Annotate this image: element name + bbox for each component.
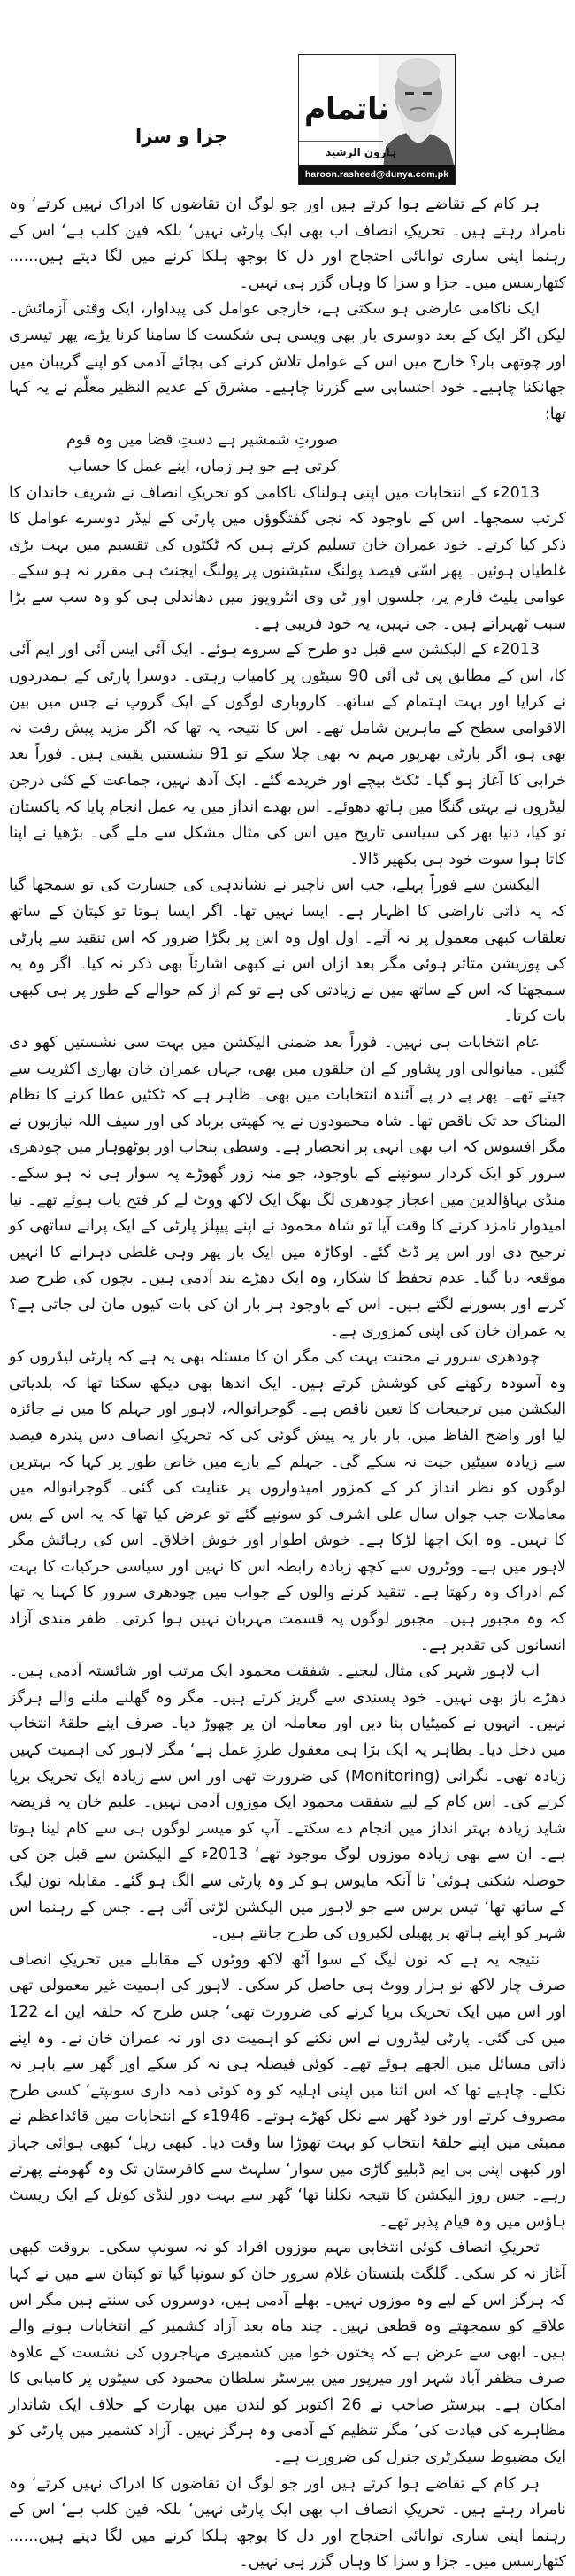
article-paragraph-closing: ہر کام کے تقاضے ہوا کرتے ہیں اور جو لوگ ان تقاضوں کا ادراک نہیں کرتے‘ وہ نامراد رہتے ہیں۔ تحریکِ انصاف اب بھی ایک پارٹی نہیں‘ بلکہ فین کلب ہے‘ اس کے رہنما اپنی ساری توانائی احتجاج اور دل کا بوجھ ہلکا کرنے میں لگا دیتے ہیں...... کتھارسس میں۔ جزا و سزا کا وہاں گزر ہی نہیں۔ [9,2474,566,2572]
columnist-byline-box [298,54,456,185]
verse-line: صورتِ شمشیر ہے دستِ قضا میں وہ قوم [65,431,338,450]
article-paragraph: عام انتخابات ہی نہیں۔ فوراً بعد ضمنی الیکشن میں بہت سی نشستیں کھو دی گئیں۔ میانوالی اور پشاور کے ان حلقوں میں بھی، جہاں عمران خان بھاری اکثریت سے جیتے تھے۔ پھر پے در پے آئندہ انتخابات میں بھی۔ ظاہر ہے کہ ٹکٹیں عطا کرنے کا نظام المناک حد تک ناقص تھا۔ شاہ محمودوں نے یہ کھیتی برباد کی اور سیف اللہ نیازیوں نے مگر افسوس کہ اب بھی انہی پر انحصار ہے۔ وسطی پنجاب اور پوٹھوہار میں چودھری سرور کو ایک کردار سونپنے کے باوجود، جو منہ زور گھوڑے پہ سوار ہی نہ ہو سکے۔ منڈی بہاؤالدین میں اعجاز چودھری لگ بھگ ایک لاکھ ووٹ لے کر فتح یاب ہوئے تھے۔ نیا امیدوار نامزد کرنے کا وقت آیا تو شاہ محمود نے اپنے پیپلز پارٹی کے ایک پرانے ساتھی کو ترجیح دی اور اس پر ڈٹ گئے۔ اوکاڑہ میں ایک بار پھر وہی غلطی دہرانے کا انہیں موقعہ دیا گیا۔ عدم تحفظ کا شکار، وہ ایک دھڑے بند آدمی ہیں۔ بچوں کی طرح ضد کرنے اور بسورنے لگتے ہیں۔ اس کے باوجود ہر بار ان کی بات کیوں مان لی جاتی ہے؟ یہ عمران خان کی اپنی کمزوری ہے۔ [9,1034,566,1340]
article-paragraph: نتیجہ یہ ہے کہ نون لیگ کے سوا آٹھ لاکھ ووٹوں کے مقابلے میں تحریکِ انصاف صرف چار لاکھ نو ہزار ووٹ ہی حاصل کر سکی۔ لاہور کی اہمیت غیر معمولی تھی اور اس میں ایک تحریک برپا کرنے کی ضرورت تھی‘ جس طرح کہ حلقہ این اے 122 میں کی گئی۔ پارٹی لیڈروں نے اس نکتے کو اہمیت دی اور نہ عمران خان نے۔ وہ اپنے ذاتی مسائل میں الجھے ہوئے تھے۔ کوئی فیصلہ ہی نہ کر سکے اور گھر سے باہر نہ نکلے۔ چاہیے تھا کہ اس اثنا میں اپنی اہلیہ کو وہ کوئی ذمہ داری سونپتے‘ کسی طرح مصروف کرتے اور خود گھر سے نکل کھڑے ہوتے۔ 1946ء کے انتخابات میں قائداعظم نے ممبئی میں اپنے حلقۂ انتخاب کو بہت تھوڑا سا وقت دیا۔ کبھی ریل‘ کبھی ہوائی جہاز اور کبھی اپنی بی ایم ڈبلیو گاڑی میں سوار‘ سلہٹ سے کافرستان تک وہ گھومتے پھرتے رہے۔ جس روز الیکشن کا نتیجہ نکلنا تھا‘ گھر سے بہت دور لنڈی کوتل کے ایک ریسٹ ہاؤس میں وہ قیام پذیر تھے۔ [9,1950,566,2231]
article-paragraph: 2013ء کے الیکشن سے قبل دو طرح کے سروے ہوئے۔ ایک آئی ایس آئی اور ایم آئی کا، اس کے مطابق پی ٹی آئی 90 سیٹوں پر کامیاب رہتی۔ دوسرا پارٹی کے ہمدردوں نے کرایا اور بہت اہتمام کے ساتھ۔ کاروباری لوگوں کے ایک گروپ نے جس میں بین الاقوامی سطح کے ماہرین شامل تھے۔ اس کا نتیجہ یہ تھا کہ اگر مزید پیش رفت نہ بھی ہو، اگر پارٹی بھرپور مہم نہ بھی چلا سکے تو 91 نشستیں یقینی ہیں۔ فوراً بعد خرابی کا آغاز ہو گیا۔ ٹکٹ بیچے اور خریدے گئے۔ ایک آدھ نہیں، جماعت کے کئی درجن لیڈروں نے بہتی گنگا میں ہاتھ دھوئے۔ اس بھدے انداز میں یہ عمل انجام پایا کہ پاکستان تو کیا، دنیا بھر کی سیاسی تاریخ میں اس کی مثال مشکل سے ملے گی۔ بڑھیا نے اپنا کاتا ہوا سوت خود ہی بکھیر ڈالا۔ [9,641,566,868]
article-title: جزا و سزا [135,126,227,147]
verse-line: کرتی ہے جو ہر زماں، اپنے عمل کا حساب [68,457,338,475]
article-paragraph: الیکشن سے فوراً پہلے، جب اس ناچیز نے نشاندہی کی جسارت کی تو سمجھا گیا کہ یہ ذاتی ناراضی کا اظہار ہے۔ ایسا نہیں تھا۔ اگر ایسا ہوتا تو کپتان کے ساتھ تعلقات کبھی معمول پر نہ آتے۔ اول اول وہ اس پر بگڑا ضرور کہ اس تنقید سے پارٹی کی پوزیشن متاثر ہوئی مگر بعد ازاں اس نے کبھی اشارتاً بھی ذکر نہ کیا۔ اگر وہ یہ سمجھتا کہ اس کے ساتھ میں نے زیادتی کی ہے تو کم از کم حوالے کے طور پر ہی کبھی بات کرتا۔ [9,876,566,1026]
article-paragraph: تحریکِ انصاف کوئی انتخابی مہم موزوں افراد کو نہ سونپ سکی۔ بروقت کبھی آغاز نہ کر سکی۔ گلگت بلتستان غلام سرور خان کو سونپا گیا تو کپتان سے میں نے کہا کہ ہرگز اس کے لیے وہ موزوں نہیں۔ بھلے آدمی ہیں، دوسروں کی سنتے ہیں مگر اس علاقے کو سمجھتے وہ قطعی نہیں۔ چند ماہ بعد آزاد کشمیر کے انتخابات ہونے والے ہیں۔ ابھی سے عرض ہے کہ پختون خوا میں کشمیری مہاجروں کی نشست کے علاوہ صرف مظفر آباد شہر اور میرپور میں بیرسٹر سلطان محمود کی سیٹوں پر کامیابی کا امکان ہے۔ بیرسٹر صاحب نے 26 اکتوبر کو لندن میں بھارت کے خلاف ایک شاندار مظاہرے کی قیادت کی‘ مگر تنظیم کے آدمی وہ ہرگز نہیں۔ آزاد کشمیر میں پارٹی کو ایک مضبوط سیکرٹری جنرل کی ضرورت ہے۔ [9,2239,566,2467]
byline-divider [299,141,383,142]
column-header [0,0,575,190]
article-paragraph: ہر کام کے تقاضے ہوا کرتے ہیں اور جو لوگ ان تقاضوں کا ادراک نہیں کرتے‘ وہ نامراد رہتے ہیں۔ تحریکِ انصاف اب بھی ایک پارٹی نہیں‘ بلکہ فین کلب ہے‘ اس کے رہنما اپنی ساری توانائی احتجاج اور دل کا بوجھ ہلکا کرنے میں لگا دیتے ہیں...... کتھارسس میں۔ جزا و سزا کا وہاں گزر ہی نہیں۔ [9,196,566,292]
author-email[interactable]: haroon.rasheed@dunya.com.pk [299,165,455,184]
article-paragraph: 2013ء کے انتخابات میں اپنی ہولناک ناکامی کو تحریکِ انصاف نے شریف خاندان کا کرتب سمجھا۔ اس کے باوجود کہ نجی گفتگوؤں میں پارٹی کے لیڈر دوسرے عوامل کا ذکر کیا کرتے۔ خود عمران خان تسلیم کرتے ہیں کہ ٹکٹوں کی تقسیم میں بہت بڑی غلطیاں ہوئیں۔ پھر اسّی فیصد پولنگ سٹیشنوں پر پولنگ ایجنٹ ہی مقرر نہ ہو سکے۔ عوامی پلیٹ فارم پر، جلسوں اور ٹی وی انٹرویوز میں دھاندلی ہی کو وہ سب سے بڑا سبب ٹھہراتے ہیں۔ جی نہیں، یہ خود فریبی ہے۔ [9,483,566,633]
article-paragraph: ایک ناکامی عارضی ہو سکتی ہے، خارجی عوامل کی پیداوار، ایک وقتی آزمائش۔ لیکن اگر ایک کے بعد دوسری بار بھی ویسی ہی شکست کا سامنا کرنا پڑے، پھر تیسری اور چوتھی بار؟ خارج میں اس کے عوامل تلاش کرنے کی بجائے آدمی کو اپنے گریبان میں جھانکنا چاہیے۔ خود احتسابی سے گزرنا چاہیے۔ مشرق کے عدیم النظیر معلّم نے یہ کہا تھا: [9,300,566,423]
article-paragraph: اب لاہور شہر کی مثال لیجیے۔ شفقت محمود ایک مرتب اور شائستہ آدمی ہیں۔ دھڑے باز بھی نہیں۔ خود پسندی سے گریز کرتے ہیں۔ مگر وہ گھلنے ملنے والے ہرگز نہیں۔ انہوں نے کمیٹیاں بنا دیں اور معاملہ ان پر چھوڑ دیا۔ صرف اپنے حلقۂ انتخاب میں دخل دیا۔ بظاہر یہ ایک بڑا ہی معقول طرزِ عمل ہے‘ مگر لاہور کی اہمیت کہیں زیادہ تھی۔ نگرانی (Monitoring) کی ضرورت تھی اور اس سے زیادہ ایک تحریک برپا کرنے کی۔ اس کام کے لیے شفقت محمود ایک موزوں آدمی نہیں۔ علیم خان یہ فریضہ شاید زیادہ بہتر انداز میں انجام دے سکتے۔ آپ کو میسر لوگوں ہی سے کام لینا ہوتا ہے۔ ان سے بھی زیادہ موزوں لوگ موجود تھے‘ 2013ء کے الیکشن سے قبل جن کی حوصلہ شکنی ہوئی‘ تا آنکہ مایوس ہو کر وہ پارٹی سے الگ ہو گئے۔ مقابلہ نون لیگ کے ساتھ تھا‘ تیس برس سے جو لاہور میں الیکشن لڑتی آئی ہے۔ جس کے رہنما اس شہر کو اپنے ہاتھ پر پھیلی لکیروں کی طرح جانتے ہیں۔ [9,1662,566,1943]
article-body [9,192,566,2576]
column-name: ناتمام [304,91,389,126]
article-paragraph: چودھری سرور نے محنت بہت کی مگر ان کا مسئلہ بھی یہ ہے کہ پارٹی لیڈروں کو وہ آسودہ رکھنے کی کوشش کرتے ہیں۔ ایک اندھا بھی دیکھ سکتا تھا کہ بلدیاتی الیکشن میں ترجیحات کا تعین ناقص ہے۔ گوجرانوالہ، لاہور اور جہلم کا میں نے جائزہ لیا اور واضح الفاظ میں، بار بار یہ پیش گوئی کی کہ تحریکِ انصاف دس پندرہ فیصد سے زیادہ سیٹیں جیت نہ سکے گی۔ جہلم کے بارے میں خاص طور پر کہا کہ بہترین لوگوں کو نظر انداز کر کے کمزور امیدواروں پر عنایت کی گئی۔ گوجرانوالہ میں معاملات جب جواں سال علی اشرف کو سونپے گئے تو عرض کیا تھا کہ یہ اس کے بس کا نہیں۔ وہ ایک اچھا لڑکا ہے۔ خوش اطوار اور خوش اخلاق۔ اس کی رہائش مگر لاہور میں ہے۔ ووٹروں سے کچھ زیادہ رابطہ اس کا نہیں اور سیاسی حرکیات کا بہت کم ادراک وہ رکھتا ہے۔ تنقید کرنے والوں کے جواب میں چودھری سرور کا کہنا یہ تھا کہ وہ مجبور ہیں۔ مجبور لوگوں پہ قسمت مہربان نہیں ہوا کرتی۔ ظفر مندی آزاد انسانوں کی تقدیر ہے۔ [9,1348,566,1654]
author-name: ہارون الرشید [326,146,397,158]
